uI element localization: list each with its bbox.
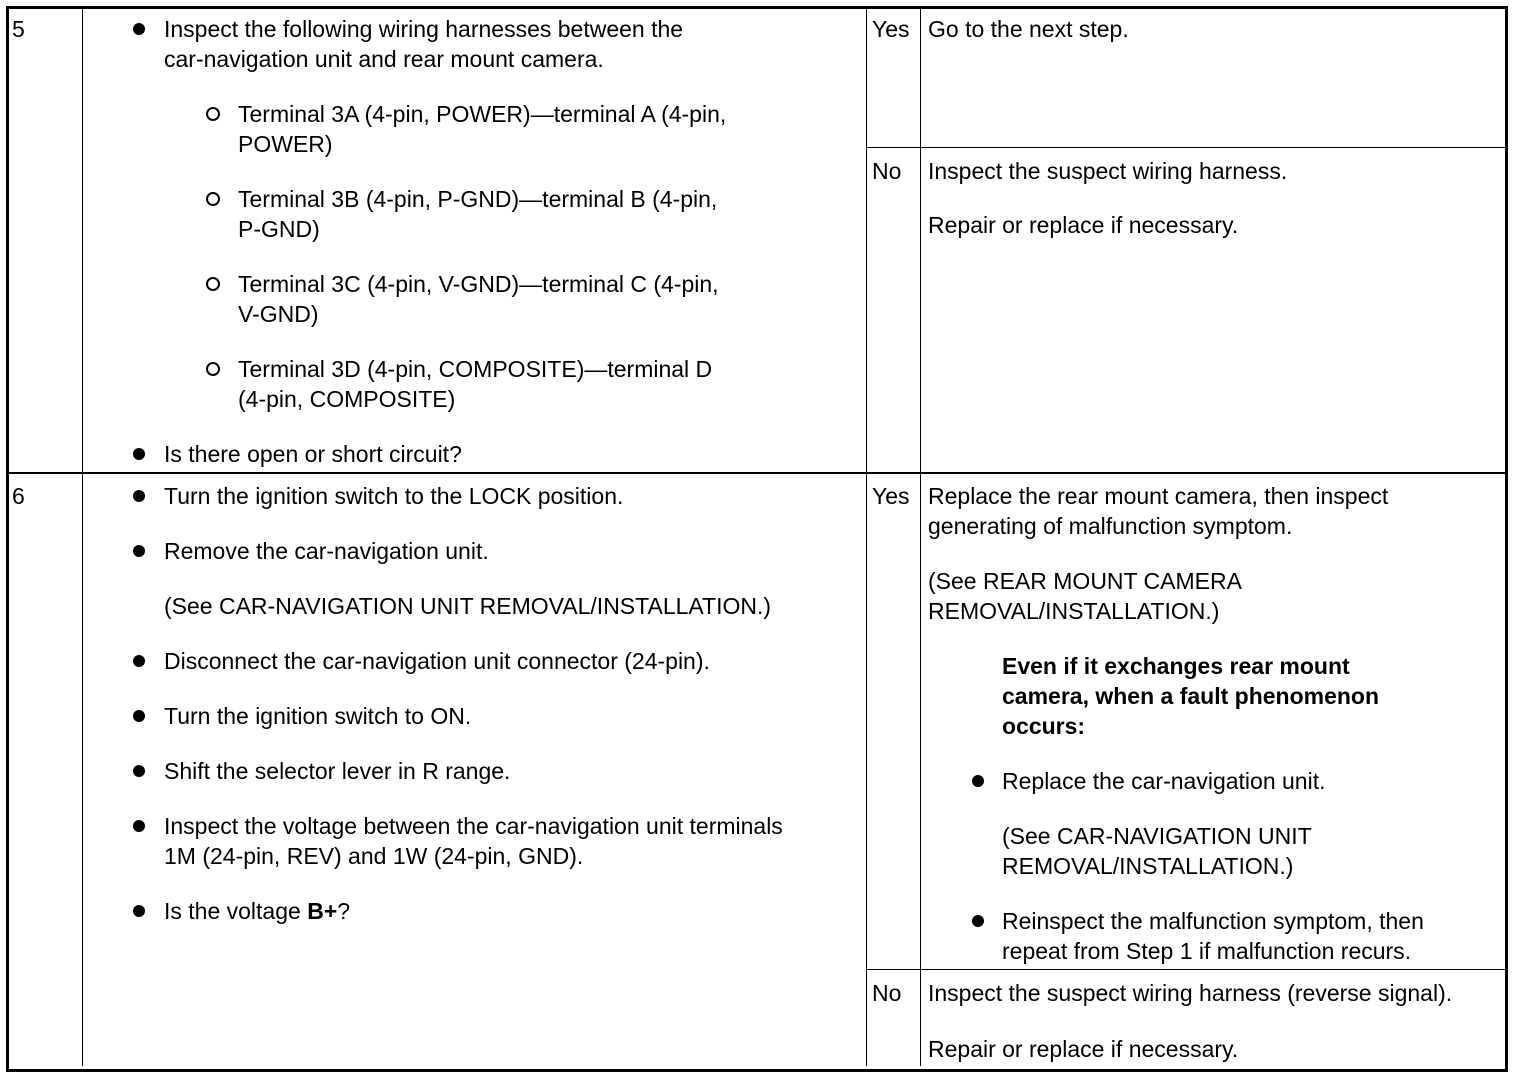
bullet-icon xyxy=(972,775,984,787)
no-result-text: Inspect the suspect wiring harness. xyxy=(928,158,1288,184)
step-number: 5 xyxy=(12,16,25,42)
row-divider-step6-yes-no xyxy=(867,969,1505,970)
bullet-icon xyxy=(133,490,145,502)
action-bullet-line: Turn the ignition switch to ON. xyxy=(164,703,472,729)
caution-note: Even if it exchanges rear mount xyxy=(1002,653,1350,679)
bullet-icon xyxy=(133,545,145,557)
no-result-text: Repair or replace if necessary. xyxy=(928,212,1239,238)
caution-note: occurs: xyxy=(1002,713,1086,739)
column-divider-action xyxy=(866,8,867,1066)
sub-bullet-icon xyxy=(206,362,220,376)
action-note: (See CAR-NAVIGATION UNIT REMOVAL/INSTALLATION.) xyxy=(164,593,772,619)
sub-bullet-line: Terminal 3D (4-pin, COMPOSITE)—terminal D xyxy=(238,356,713,382)
action-bullet-line: Remove the car-navigation unit. xyxy=(164,538,489,564)
bullet-icon xyxy=(972,915,984,927)
action-bullet-line: Disconnect the car-navigation unit connector (24-pin). xyxy=(164,648,710,674)
action-bullet-line: 1M (24-pin, REV) and 1W (24-pin, GND). xyxy=(164,843,584,869)
column-divider-result xyxy=(920,8,921,1066)
yes-sub-note: REMOVAL/INSTALLATION.) xyxy=(1002,853,1294,879)
sub-bullet-icon xyxy=(206,277,220,291)
sub-bullet-line: Terminal 3C (4-pin, V-GND)—terminal C (4-pin, xyxy=(238,271,719,297)
action-bullet-line: Inspect the voltage between the car-navigation unit terminals xyxy=(164,813,783,839)
yes-result-text: generating of malfunction symptom. xyxy=(928,513,1293,539)
step-number: 6 xyxy=(12,483,25,509)
no-result-text: Repair or replace if necessary. xyxy=(928,1036,1239,1062)
yes-result-note: REMOVAL/INSTALLATION.) xyxy=(928,598,1220,624)
action-bullet-line: Inspect the following wiring harnesses between the xyxy=(164,16,684,42)
yes-result-note: (See REAR MOUNT CAMERA xyxy=(928,568,1242,594)
yes-sub-bullet-line: repeat from Step 1 if malfunction recurs. xyxy=(1002,938,1412,964)
column-divider-step xyxy=(82,8,83,1066)
sub-bullet-line: Terminal 3A (4-pin, POWER)—terminal A (4-pin, xyxy=(238,101,727,127)
action-bullet-line: Is there open or short circuit? xyxy=(164,441,462,467)
bullet-icon xyxy=(133,23,145,35)
sub-bullet-icon xyxy=(206,192,220,206)
sub-bullet-line: V-GND) xyxy=(238,301,319,327)
yes-sub-bullet-line: Replace the car-navigation unit. xyxy=(1002,768,1326,794)
no-label: No xyxy=(872,158,902,184)
bullet-icon xyxy=(133,448,145,460)
sub-bullet-line: (4-pin, COMPOSITE) xyxy=(238,386,456,412)
caution-note: camera, when a fault phenomenon xyxy=(1002,683,1380,709)
yes-result-text: Go to the next step. xyxy=(928,16,1129,42)
sub-bullet-icon xyxy=(206,107,220,121)
bullet-icon xyxy=(133,655,145,667)
yes-label: Yes xyxy=(872,16,910,42)
bullet-icon xyxy=(133,765,145,777)
sub-bullet-line: POWER) xyxy=(238,131,333,157)
action-bullet-line: Is the voltage B+? xyxy=(164,898,351,924)
sub-bullet-line: P-GND) xyxy=(238,216,320,242)
yes-sub-bullet-line: Reinspect the malfunction symptom, then xyxy=(1002,908,1424,934)
sub-bullet-line: Terminal 3B (4-pin, P-GND)—terminal B (4-pin, xyxy=(238,186,718,212)
yes-result-text: Replace the rear mount camera, then inspect xyxy=(928,483,1389,509)
action-bullet-line: Turn the ignition switch to the LOCK position. xyxy=(164,483,624,509)
row-divider-step5-yes-no xyxy=(867,147,1505,148)
bullet-icon xyxy=(133,820,145,832)
no-label: No xyxy=(872,980,902,1006)
yes-label: Yes xyxy=(872,483,910,509)
row-divider-steps xyxy=(8,472,1505,474)
bullet-icon xyxy=(133,710,145,722)
action-bullet-line: car-navigation unit and rear mount camera. xyxy=(164,46,604,72)
bullet-icon xyxy=(133,905,145,917)
yes-sub-note: (See CAR-NAVIGATION UNIT xyxy=(1002,823,1312,849)
action-bullet-line: Shift the selector lever in R range. xyxy=(164,758,511,784)
no-result-text: Inspect the suspect wiring harness (reverse signal). xyxy=(928,980,1453,1006)
